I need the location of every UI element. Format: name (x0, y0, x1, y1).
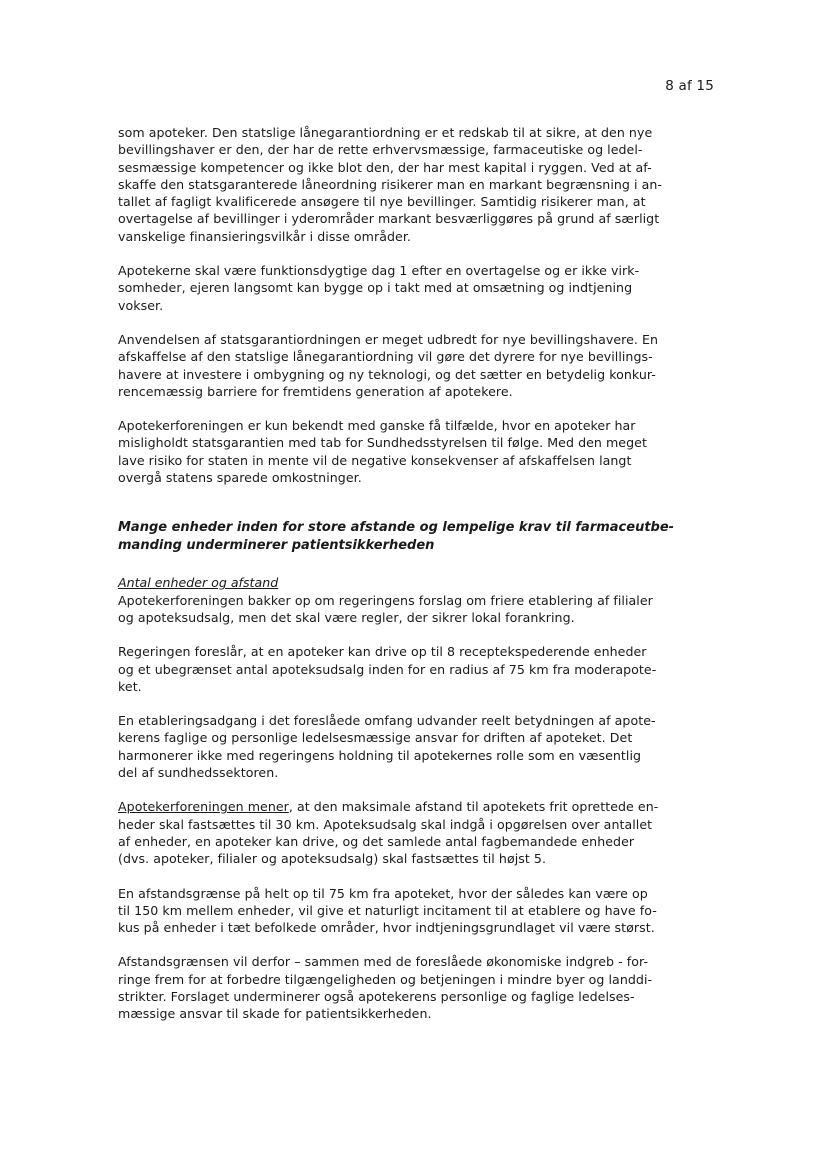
text-fragment: , at den maksimale afstand til apotekets frit oprettede en- (288, 799, 659, 815)
text-line: og et ubegrænset antal apoteksudsalg inden for en radius af 75 km fra moderapote- (118, 661, 657, 677)
text-line: skaffe den statsgaranterede låneordning risikerer man en markant begrænsning i an- (118, 176, 663, 192)
text-line: Anvendelsen af statsgarantiordningen er meget udbredt for nye bevillingshavere. En (118, 331, 659, 347)
text-line: misligholdt statsgarantien med tab for Sundhedsstyrelsen til følge. Med den meget (118, 435, 647, 451)
paragraph-statsgaranti (118, 331, 714, 400)
text-line: afskaffelse af den statslige lånegarantiordning vil gøre det dyrere for nye bevillings- (118, 349, 653, 365)
paragraph-afstandsgraense (118, 885, 714, 937)
paragraph-filialer (118, 592, 714, 627)
text-line: havere at investere i ombygning og ny teknologi, og det sætter en betydelig konkur- (118, 366, 656, 382)
text-line: af enheder, en apoteker kan drive, og det samlede antal fagbemandede enheder (118, 833, 635, 849)
text-line: somheder, ejeren langsomt kan bygge op i takt med at omsætning og indtjening (118, 280, 633, 296)
paragraph-lanegaranti (118, 124, 714, 245)
text-line: kus på enheder i tæt befolkede områder, hvor indtjeningsgrundlaget vil være størst. (118, 920, 655, 936)
text-line: og apoteksudsalg, men det skal være regler, der sikrer lokal forankring. (118, 609, 575, 625)
text-line: En etableringsadgang i det foreslåede omfang udvander reelt betydningen af apote- (118, 713, 656, 729)
document-body (118, 124, 714, 1023)
underlined-lead: Apotekerforeningen mener (118, 799, 289, 815)
text-line: bevillingshaver er den, der har de rette erhvervsmæssige, farmaceutiske og ledel- (118, 142, 643, 158)
page-number: 8 af 15 (665, 78, 714, 94)
text-line: ket. (118, 678, 142, 694)
paragraph-etableringsadgang (118, 712, 714, 781)
text-line: overgå statens sparede omkostninger. (118, 470, 362, 486)
text-line: kerens faglige og personlige ledelsesmæssige ansvar for driften af apoteket. Det (118, 730, 633, 746)
paragraph-regeringen-foreslar (118, 643, 714, 695)
text-line: Regeringen foreslår, at en apoteker kan drive op til 8 receptekspederende enheder (118, 644, 647, 660)
text-line: Apotekerforeningen er kun bekendt med ganske få tilfælde, hvor en apoteker har (118, 418, 636, 434)
paragraph-misligholdt (118, 417, 714, 486)
text-line: vanskelige finansieringsvilkår i disse områder. (118, 228, 411, 244)
text-line: tallet af fagligt kvalificerede ansøgere til nye bevillinger. Samtidig risikerer man, at (118, 194, 646, 210)
text-line: mæssige ansvar til skade for patientsikkerheden. (118, 1006, 432, 1022)
text-line: En afstandsgrænse på helt op til 75 km fra apoteket, hvor der således kan være op (118, 885, 648, 901)
section-heading (118, 519, 714, 555)
text-line: Apotekerne skal være funktionsdygtige dag 1 efter en overtagelse og er ikke virk- (118, 263, 640, 279)
text-line: overtagelse af bevillinger i yderområder markant besværliggøres på grund af særligt (118, 211, 660, 227)
text-line: rencemæssig barriere for fremtidens generation af apotekere. (118, 383, 513, 399)
text-line: lave risiko for staten in mente vil de negative konsekvenser af afskaffelsen langt (118, 452, 632, 468)
text-line: sesmæssige kompetencer og ikke blot den, der har mest kapital i ryggen. Ved at af- (118, 159, 652, 175)
text-line: del af sundhedssektoren. (118, 765, 279, 781)
text-line: Apotekerforeningen bakker op om regeringens forslag om friere etablering af filialer (118, 592, 653, 608)
text-line: strikter. Forslaget underminerer også apotekerens personlige og faglige ledelses- (118, 988, 635, 1004)
text-line: (dvs. apoteker, filialer og apoteksudsalg) skal fastsættes til højst 5. (118, 851, 547, 867)
paragraph-funktionsdygtige (118, 262, 714, 314)
text-line: harmonerer ikke med regeringens holdning til apotekernes rolle som en væsentlig (118, 747, 642, 763)
section-subheading: Antal enheder og afstand (118, 575, 279, 591)
text-line: ringe frem for at forbedre tilgængeligheden og betjeningen i mindre byer og landdi- (118, 971, 653, 987)
paragraph-forringe (118, 953, 714, 1022)
text-line: Afstandsgrænsen vil derfor – sammen med de foreslåede økonomiske indgreb - for- (118, 954, 649, 970)
text-line (118, 798, 714, 815)
text-line: vokser. (118, 297, 164, 313)
text-line: heder skal fastsættes til 30 km. Apoteksudsalg skal indgå i opgørelsen over antallet (118, 816, 653, 832)
heading-line: manding underminerer patientsikkerheden (118, 538, 435, 554)
paragraph-apotekerforeningen-mener (118, 798, 714, 867)
text-line: som apoteker. Den statslige lånegarantiordning er et redskab til at sikre, at den nye (118, 125, 653, 140)
heading-line: Mange enheder inden for store afstande og lempelige krav til farmaceutbe- (118, 520, 675, 536)
text-line: til 150 km mellem enheder, vil give et naturligt incitament til at etablere og have fo- (118, 902, 657, 918)
